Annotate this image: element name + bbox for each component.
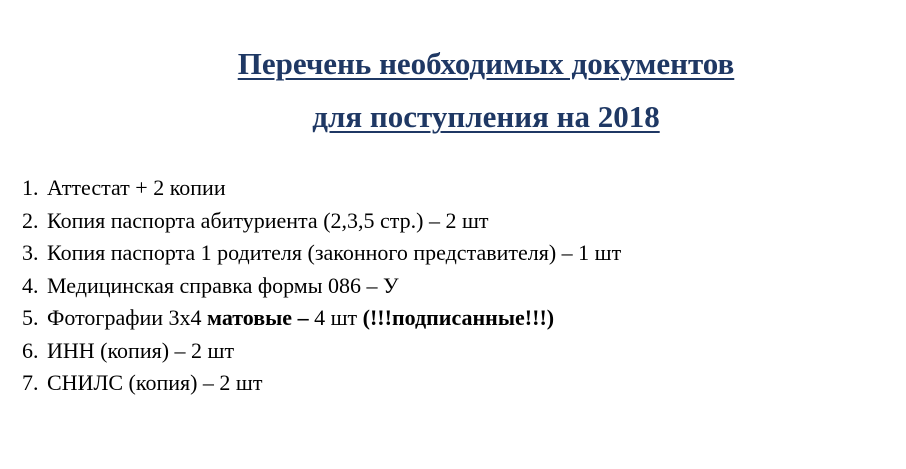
item-text-bold: (!!!подписанные!!!) bbox=[362, 305, 555, 330]
item-number: 3. bbox=[22, 240, 39, 265]
list-item bbox=[22, 335, 621, 368]
item-text: Фотографии 3х4 bbox=[47, 305, 208, 330]
item-text: СНИЛС (копия) – 2 шт bbox=[47, 370, 263, 395]
list-item bbox=[22, 172, 621, 205]
item-text: Медицинская справка формы 086 – У bbox=[47, 272, 399, 298]
list-item bbox=[22, 367, 621, 400]
list-item bbox=[22, 270, 621, 303]
documents-list bbox=[22, 172, 621, 400]
item-number: 6. bbox=[22, 337, 39, 363]
document-title bbox=[0, 46, 906, 152]
list-item bbox=[22, 237, 621, 270]
list-item bbox=[22, 302, 621, 335]
item-text: ИНН (копия) – 2 шт bbox=[47, 337, 235, 363]
item-text-bold: матовые – bbox=[207, 305, 315, 330]
title-line-2: для поступления на 2018 bbox=[312, 99, 660, 134]
title-line-1: Перечень необходимых документов bbox=[237, 46, 735, 81]
list-item bbox=[22, 205, 621, 238]
item-number: 4. bbox=[22, 272, 39, 298]
item-text: Копия паспорта абитуриента (2,3,5 стр.) – 2 шт bbox=[47, 207, 489, 233]
item-text: 4 шт bbox=[314, 305, 363, 330]
item-number: 2. bbox=[22, 207, 39, 233]
item-number: 1. bbox=[22, 175, 39, 200]
item-number: 7. bbox=[22, 370, 39, 395]
item-number: 5. bbox=[22, 305, 39, 330]
item-text: Копия паспорта 1 родителя (законного представителя) – 1 шт bbox=[47, 240, 622, 265]
item-text: Аттестат + 2 копии bbox=[47, 175, 226, 200]
